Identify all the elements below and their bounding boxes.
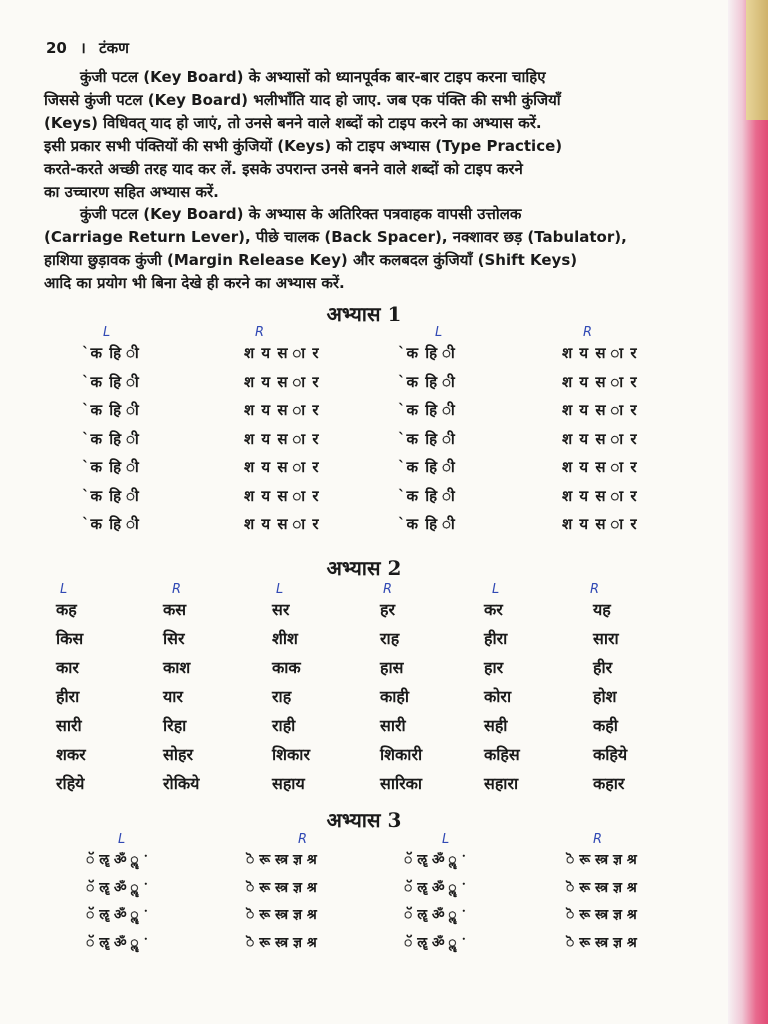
page-number: 20 bbox=[46, 39, 67, 57]
drill-right-keys: ॆ रू स्त्र ज्ञ श्र bbox=[566, 852, 637, 868]
header-separator: । bbox=[80, 39, 86, 57]
drill-left-keys: `क हि ी bbox=[82, 515, 140, 533]
practice-word: कोरा bbox=[484, 687, 512, 706]
practice-word: हर bbox=[380, 600, 396, 619]
practice-word: शिकार bbox=[272, 745, 311, 764]
drill-left-keys: `क हि ी bbox=[398, 401, 456, 419]
drill-left-keys: `क हि ी bbox=[398, 515, 456, 533]
drill-right-keys: श य स ा र bbox=[562, 486, 638, 505]
practice-word: कहिये bbox=[593, 745, 628, 764]
drill-left-keys: ॅ ॡ ॐ ॣ ॱ bbox=[86, 934, 148, 951]
practice-word: हीरा bbox=[484, 629, 508, 648]
practice-word: हीरा bbox=[56, 687, 80, 706]
hand-mark-r: R bbox=[172, 582, 182, 597]
drill-left-keys: `क हि ी bbox=[398, 486, 456, 505]
drill-left-keys: ॅ ॡ ॐ ॣ ॱ bbox=[86, 879, 148, 896]
practice-word: रहिये bbox=[56, 774, 85, 793]
chapter-title: टंकण bbox=[99, 39, 129, 57]
drill-right-keys: श य स ा र bbox=[562, 429, 638, 448]
practice-word: काश bbox=[163, 658, 191, 677]
drill-left-keys: `क हि ी bbox=[82, 429, 140, 448]
binding-strip bbox=[746, 0, 768, 120]
drill-right-keys: श य स ा र bbox=[244, 344, 320, 362]
paragraph-line: जिससे कुंजी पटल (Key Board) भलीभाँति याद हो जाए. जब एक पंक्ति की सभी कुंजियाँ bbox=[44, 91, 561, 109]
drill-left-keys: ॅ ॡ ॐ ॣ ॱ bbox=[404, 852, 466, 868]
drill-right-keys: ॆ रू स्त्र ज्ञ श्र bbox=[566, 934, 637, 951]
practice-word: शकर bbox=[56, 745, 86, 764]
practice-word: शिकारी bbox=[380, 745, 423, 764]
drill-left-keys: `क हि ी bbox=[82, 372, 140, 391]
paragraph-line: कुंजी पटल (Key Board) के अभ्यास के अतिरिक्त पत्रवाहक वापसी उत्तोलक bbox=[80, 205, 522, 223]
drill-right-keys: ॆ रू स्त्र ज्ञ श्र bbox=[566, 907, 637, 923]
drill-right-keys: ॆ रू स्त्र ज्ञ श्र bbox=[566, 879, 637, 896]
drill-right-keys: श य स ा र bbox=[562, 515, 638, 533]
practice-word: सही bbox=[484, 716, 508, 735]
drill-left-keys: `क हि ी bbox=[398, 429, 456, 448]
drill-left-keys: ॅ ॡ ॐ ॣ ॱ bbox=[404, 879, 466, 896]
hand-mark-l: L bbox=[60, 582, 68, 597]
drill-right-keys: श य स ा र bbox=[562, 344, 638, 362]
practice-word: सारी bbox=[380, 716, 406, 735]
exercise-3-heading: अभ्यास 3 bbox=[326, 808, 402, 832]
practice-word: सारा bbox=[593, 629, 619, 648]
drill-right-keys: ॆ रू स्त्र ज्ञ श्र bbox=[246, 907, 317, 923]
drill-left-keys: ॅ ॡ ॐ ॣ ॱ bbox=[86, 907, 148, 923]
practice-word: सिर bbox=[163, 629, 185, 648]
drill-right-keys: श य स ा र bbox=[244, 515, 320, 533]
hand-mark-l: L bbox=[103, 325, 111, 340]
practice-word: होश bbox=[593, 687, 617, 706]
practice-word: काक bbox=[272, 658, 301, 677]
hand-mark-l: L bbox=[435, 325, 443, 340]
drill-right-keys: श य स ा र bbox=[562, 372, 638, 391]
drill-left-keys: `क हि ी bbox=[82, 458, 140, 476]
paragraph-1 bbox=[44, 66, 672, 204]
practice-word: हास bbox=[380, 658, 404, 677]
page-edge-shadow bbox=[728, 0, 768, 1024]
drill-left-keys: ॅ ॡ ॐ ॣ ॱ bbox=[404, 907, 466, 923]
drill-left-keys: `क हि ी bbox=[398, 458, 456, 476]
hand-mark-r: R bbox=[298, 832, 308, 847]
hand-mark-r: R bbox=[383, 582, 393, 597]
drill-right-keys: ॆ रू स्त्र ज्ञ श्र bbox=[246, 852, 317, 868]
drill-left-keys: `क हि ी bbox=[82, 344, 140, 362]
practice-word: सोहर bbox=[163, 745, 194, 764]
drill-left-keys: `क हि ी bbox=[398, 344, 456, 362]
drill-right-keys: ॆ रू स्त्र ज्ञ श्र bbox=[246, 934, 317, 951]
practice-word: कार bbox=[56, 658, 79, 677]
practice-word: यह bbox=[593, 600, 611, 619]
exercise-2-heading: अभ्यास 2 bbox=[326, 556, 402, 580]
drill-right-keys: श य स ा र bbox=[244, 429, 320, 448]
practice-word: सारी bbox=[56, 716, 82, 735]
paragraph-line: का उच्चारण सहित अभ्यास करें. bbox=[44, 183, 219, 201]
practice-word: कही bbox=[593, 716, 618, 735]
paragraph-line: इसी प्रकार सभी पंक्तियों की सभी कुंजियों (Keys) को टाइप अभ्यास (Type Practice) bbox=[44, 137, 563, 155]
practice-word: कहिस bbox=[484, 745, 520, 764]
drill-right-keys: श य स ा र bbox=[562, 401, 638, 419]
paragraph-line: करते-करते अच्छी तरह याद कर लें. इसके उपरान्त उनसे बनने वाले शब्दों को टाइप करने bbox=[44, 160, 523, 178]
drill-right-keys: श य स ा र bbox=[562, 458, 638, 476]
practice-word: यार bbox=[163, 687, 183, 706]
paragraph-line: हाशिया छुड़ावक कुंजी (Margin Release Key) और कलबदल कुंजियाँ (Shift Keys) bbox=[44, 251, 578, 269]
practice-word: राह bbox=[380, 629, 400, 648]
practice-word: कहार bbox=[593, 774, 625, 793]
drill-right-keys: श य स ा र bbox=[244, 401, 320, 419]
drill-left-keys: ॅ ॡ ॐ ॣ ॱ bbox=[404, 934, 466, 951]
hand-mark-l: L bbox=[276, 582, 284, 597]
practice-word: हार bbox=[484, 658, 504, 677]
practice-word: कह bbox=[56, 600, 77, 619]
paragraph-line: आदि का प्रयोग भी बिना देखे ही करने का अभ्यास करें. bbox=[44, 274, 345, 292]
practice-word: किस bbox=[56, 629, 84, 648]
practice-word: राही bbox=[272, 716, 296, 735]
practice-word: सहारा bbox=[484, 774, 519, 793]
practice-word: सारिका bbox=[380, 774, 423, 793]
hand-mark-r: R bbox=[593, 832, 603, 847]
drill-left-keys: `क हि ी bbox=[82, 401, 140, 419]
practice-word: रिहा bbox=[163, 716, 187, 735]
drill-right-keys: श य स ा र bbox=[244, 486, 320, 505]
drill-right-keys: श य स ा र bbox=[244, 458, 320, 476]
drill-left-keys: `क हि ी bbox=[398, 372, 456, 391]
hand-mark-l: L bbox=[442, 832, 450, 847]
paragraph-line: कुंजी पटल (Key Board) के अभ्यासों को ध्यानपूर्वक बार-बार टाइप करना चाहिए bbox=[80, 68, 546, 86]
practice-word: रोकिये bbox=[163, 774, 200, 793]
hand-mark-r: R bbox=[255, 325, 265, 340]
hand-mark-r: R bbox=[590, 582, 600, 597]
drill-left-keys: `क हि ी bbox=[82, 486, 140, 505]
practice-word: सर bbox=[272, 600, 290, 619]
practice-word: काही bbox=[380, 687, 410, 706]
practice-word: सहाय bbox=[272, 774, 305, 793]
drill-left-keys: ॅ ॡ ॐ ॣ ॱ bbox=[86, 852, 148, 868]
drill-right-keys: श य स ा र bbox=[244, 372, 320, 391]
paragraph-2 bbox=[44, 203, 672, 295]
practice-word: शीश bbox=[272, 629, 298, 648]
paragraph-line: (Keys) विधिवत् याद हो जाएं, तो उनसे बनने वाले शब्दों को टाइप करने का अभ्यास करें. bbox=[44, 114, 542, 132]
hand-mark-l: L bbox=[492, 582, 500, 597]
hand-mark-l: L bbox=[118, 832, 126, 847]
paragraph-line: (Carriage Return Lever), पीछे चालक (Back Spacer), नक्शावर छड़ (Tabulator), bbox=[44, 228, 627, 246]
practice-word: राह bbox=[272, 687, 292, 706]
exercise-1-heading: अभ्यास 1 bbox=[326, 302, 402, 326]
practice-word: हीर bbox=[593, 658, 613, 677]
practice-word: कस bbox=[163, 600, 187, 619]
practice-word: कर bbox=[484, 600, 503, 619]
running-header bbox=[46, 38, 129, 58]
drill-right-keys: ॆ रू स्त्र ज्ञ श्र bbox=[246, 879, 317, 896]
hand-mark-r: R bbox=[583, 325, 593, 340]
